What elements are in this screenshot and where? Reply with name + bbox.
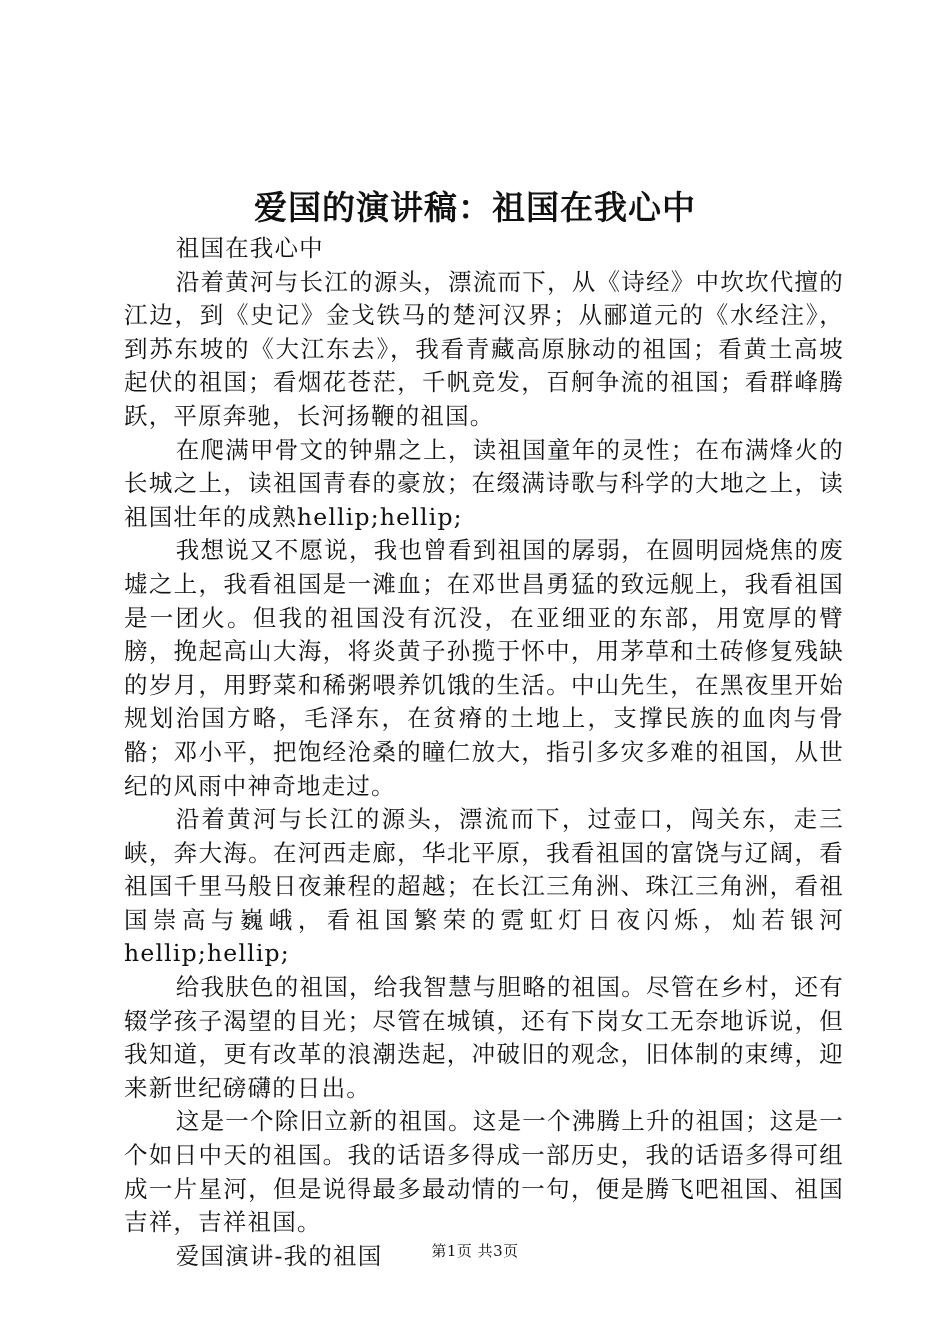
document-body xyxy=(124,232,844,1273)
paragraph: 我想说又不愿说，我也曾看到祖国的孱弱，在圆明园烧焦的废墟之上，我看祖国是一滩血；在邓世昌勇猛的致远舰上，我看祖国是一团火。但我的祖国没有沉没，在亚细亚的东部，用宽厚的臂膀，挽起高山大海，将炎黄子孙揽于怀中，用茅草和土砖修复残缺的岁月，用野菜和稀粥喂养饥饿的生活。中山先生，在黑夜里开始规划治国方略，毛泽东，在贫瘠的土地上，支撑民族的血肉与骨骼；邓小平，把饱经沧桑的瞳仁放大，指引多灾多难的祖国，从世纪的风雨中神奇地走过。 xyxy=(124,536,844,800)
paragraph: 给我肤色的祖国，给我智慧与胆略的祖国。尽管在乡村，还有辍学孩子渴望的目光；尽管在城镇，还有下岗女工无奈地诉说，但我知道，更有改革的浪潮迭起，冲破旧的观念，旧体制的束缚，迎来新世纪磅礴的日出。 xyxy=(124,973,844,1102)
paragraph-subtitle: 祖国在我心中 xyxy=(175,234,324,262)
paragraph: 沿着黄河与长江的源头，漂流而下，从《诗经》中坎坎代擅的江边，到《史记》金戈铁马的楚河汉界；从郦道元的《水经注》，到苏东坡的《大江东去》，我看青藏高原脉动的祖国；看黄土高坡起伏的祖国；看烟花苍茫，千帆竞发，百舸争流的祖国；看群峰腾跃，平原奔驰，长河扬鞭的祖国。 xyxy=(124,267,844,430)
page-number-footer: 第1页 共3页 xyxy=(431,1242,519,1260)
paragraph-section-heading: 爱国演讲-我的祖国 xyxy=(175,1241,383,1270)
paragraph: 这是一个除旧立新的祖国。这是一个沸腾上升的祖国；这是一个如日中天的祖国。我的话语多得成一部历史，我的话语多得可组成一片星河，但是说得最多最动情的一句，便是腾飞吧祖国、祖国吉祥，吉祥祖国。 xyxy=(124,1107,844,1237)
paragraph: 沿着黄河与长江的源头，漂流而下，过壶口，闯关东，走三峡，奔大海。在河西走廊，华北平原，我看祖国的富饶与辽阔，看祖国千里马般日夜兼程的超越；在长江三角洲、珠江三角洲，看祖国崇高与巍峨，看祖国繁荣的霓虹灯日夜闪烁，灿若银河hellip;hellip; xyxy=(124,805,844,968)
document-title: 爱国的演讲稿：祖国在我心中 xyxy=(254,188,696,227)
paragraph: 在爬满甲骨文的钟鼎之上，读祖国童年的灵性；在布满烽火的长城之上，读祖国青春的豪放；在缀满诗歌与科学的大地之上，读祖国壮年的成熟hellip;hellip; xyxy=(124,435,844,531)
